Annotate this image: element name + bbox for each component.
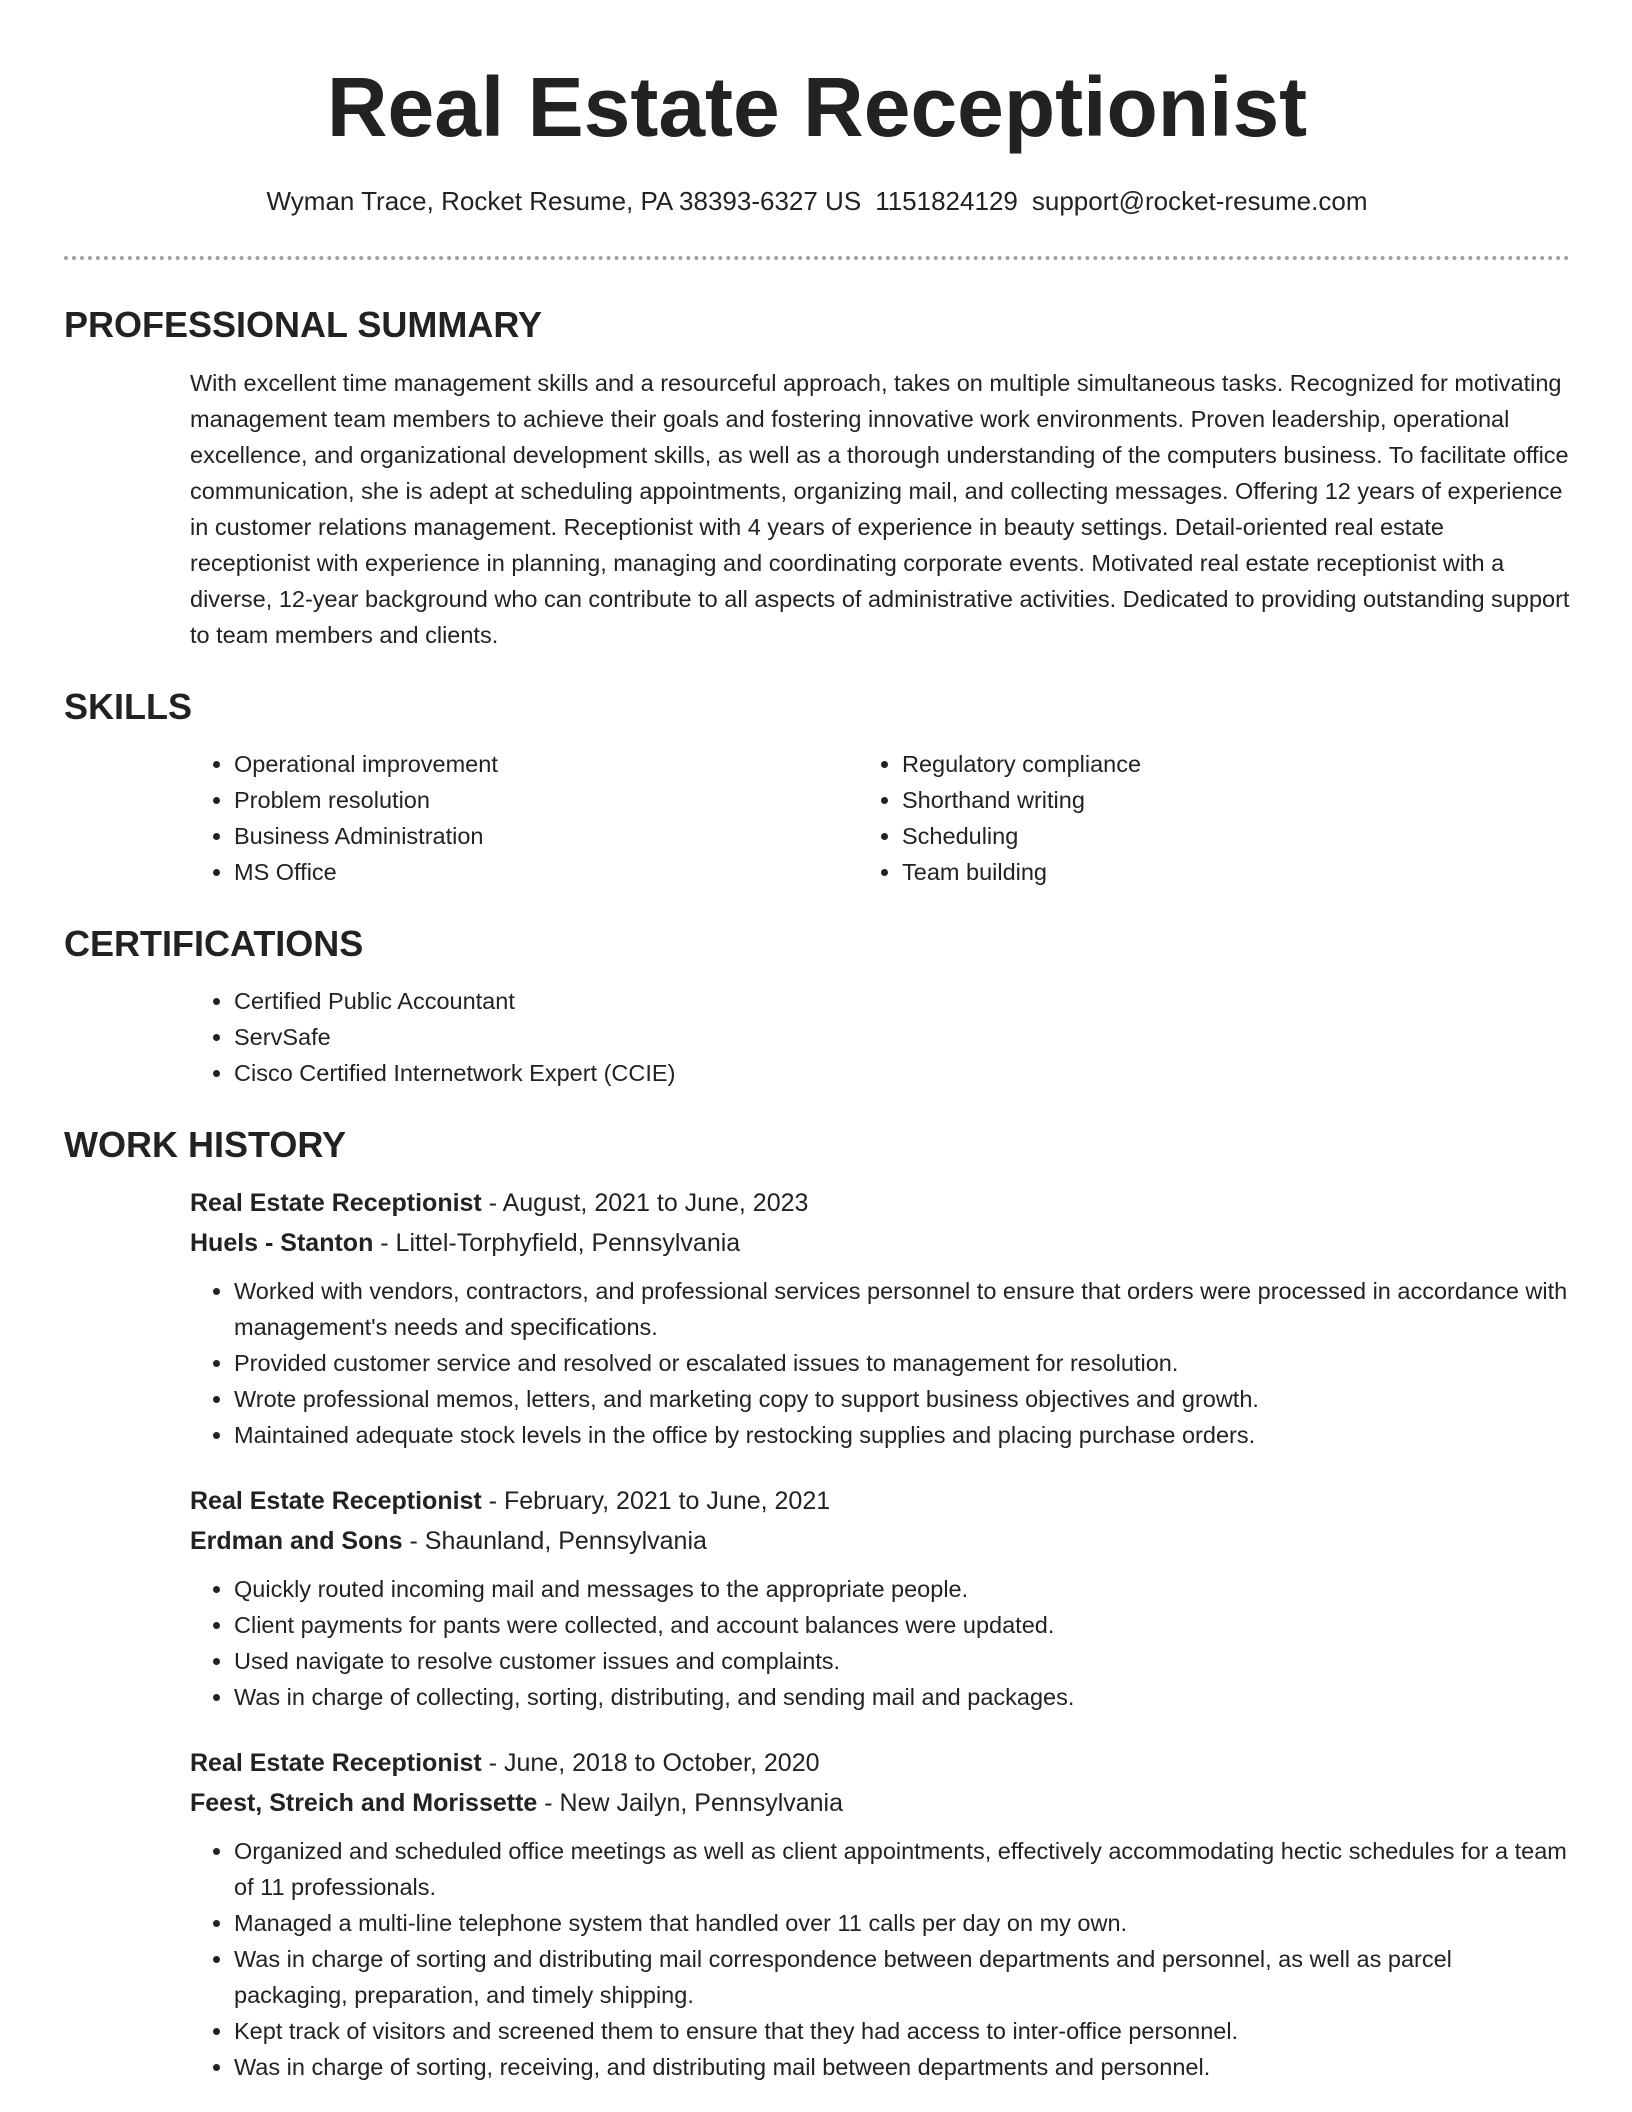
job-bullets [64,1833,1570,2085]
job-company: Huels - Stanton [190,1229,374,1257]
job-bullet: • Was in charge of sorting, receiving, and distributing mail between departments and personnel. [234,2049,1570,2085]
certifications-list [64,983,1570,1091]
contact-line [64,184,1570,218]
job-location: - New Jailyn, Pennsylvania [537,1789,844,1817]
job-title-line [190,1183,1570,1223]
skill-item: • Regulatory compliance [902,746,1570,782]
job-entry [64,1183,1570,1453]
skills-column-left [64,746,902,890]
job-bullet: • Kept track of visitors and screened them to ensure that they had access to inter-office personnel. [234,2013,1570,2049]
job-entry [64,1743,1570,2085]
job-role: Real Estate Receptionist [190,1749,482,1777]
skill-item: • Problem resolution [234,782,902,818]
job-bullet: • Wrote professional memos, letters, and marketing copy to support business objectives and growth. [234,1381,1570,1417]
job-bullet: • Provided customer service and resolved or escalated issues to management for resolution. [234,1345,1570,1381]
job-bullet: • Was in charge of collecting, sorting, distributing, and sending mail and packages. [234,1679,1570,1715]
resume-page [64,0,1570,2085]
certification-item: • Certified Public Accountant [234,983,1570,1019]
job-bullet: • Used navigate to resolve customer issues and complaints. [234,1643,1570,1679]
skill-item: • Shorthand writing [902,782,1570,818]
job-company: Feest, Streich and Morissette [190,1789,538,1817]
work-history-heading: WORK HISTORY [64,1124,347,1165]
job-role: Real Estate Receptionist [190,1189,482,1217]
certification-item: • ServSafe [234,1019,1570,1055]
job-bullets [64,1273,1570,1453]
job-dates: - August, 2021 to June, 2023 [481,1189,809,1217]
job-bullets [64,1571,1570,1715]
skill-item: • MS Office [234,854,902,890]
job-bullet: • Client payments for pants were collected, and account balances were updated. [234,1607,1570,1643]
job-location: - Shaunland, Pennsylvania [402,1527,707,1555]
job-company-line [190,1783,1570,1823]
contact-address: Wyman Trace, Rocket Resume, PA 38393-6327 US [266,186,862,216]
job-company-line [190,1521,1570,1561]
job-title-line [190,1481,1570,1521]
skills-heading: SKILLS [64,686,193,727]
job-bullet: • Was in charge of sorting and distributing mail correspondence between departments and personnel, as well as parcel packaging, preparation, and timely shipping. [234,1941,1570,2013]
job-bullet: • Organized and scheduled office meetings as well as client appointments, effectively accommodating hectic schedules for a team of 11 professionals. [234,1833,1570,1905]
certifications-heading: CERTIFICATIONS [64,923,364,964]
job-company: Erdman and Sons [190,1527,403,1555]
summary-text: With excellent time management skills and a resourceful approach, takes on multiple simultaneous tasks. Recognized for motivating management team members to achieve their goals and fostering innovative work environments. Proven leadership, operational excellence, and organizational development skills, as well as a thorough understanding of the computers business. To facilitate office communication, she is adept at scheduling appointments, organizing mail, and collecting messages. Offering 12 years of experience in customer relations management. Receptionist with 4 years of experience in beauty settings. Detail-oriented real estate receptionist with experience in planning, managing and coordinating corporate events. Motivated real estate receptionist with a diverse, 12-year background who can contribute to all aspects of administrative activities. Dedicated to providing outstanding support to team members and clients. [190,370,1570,648]
skills-list [64,746,1570,890]
job-entry [64,1481,1570,1715]
job-bullet: • Managed a multi-line telephone system that handled over 11 calls per day on my own. [234,1905,1570,1941]
job-title-line [190,1743,1570,1783]
skills-column-right [902,746,1570,890]
skill-item: • Scheduling [902,818,1570,854]
job-location: - Littel-Torphyfield, Pennsylvania [373,1229,741,1257]
skill-item: • Business Administration [234,818,902,854]
job-bullet: • Maintained adequate stock levels in the office by restocking supplies and placing purchase orders. [234,1417,1570,1453]
summary-heading: PROFESSIONAL SUMMARY [64,304,543,345]
skill-item: • Operational improvement [234,746,902,782]
job-dates: - February, 2021 to June, 2021 [481,1487,831,1515]
job-bullet: • Quickly routed incoming mail and messages to the appropriate people. [234,1571,1570,1607]
job-dates: - June, 2018 to October, 2020 [481,1749,820,1777]
certification-item: • Cisco Certified Internetwork Expert (CCIE) [234,1055,1570,1091]
resume-name: Real Estate Receptionist [326,60,1308,154]
header-divider [64,256,1570,260]
job-role: Real Estate Receptionist [190,1487,482,1515]
job-company-line [190,1223,1570,1263]
contact-phone: 1151824129 [875,186,1018,216]
skill-item: • Team building [902,854,1570,890]
job-bullet: • Worked with vendors, contractors, and professional services personnel to ensure that orders were processed in accordance with management's needs and specifications. [234,1273,1570,1345]
contact-email: support@rocket-resume.com [1031,186,1368,216]
